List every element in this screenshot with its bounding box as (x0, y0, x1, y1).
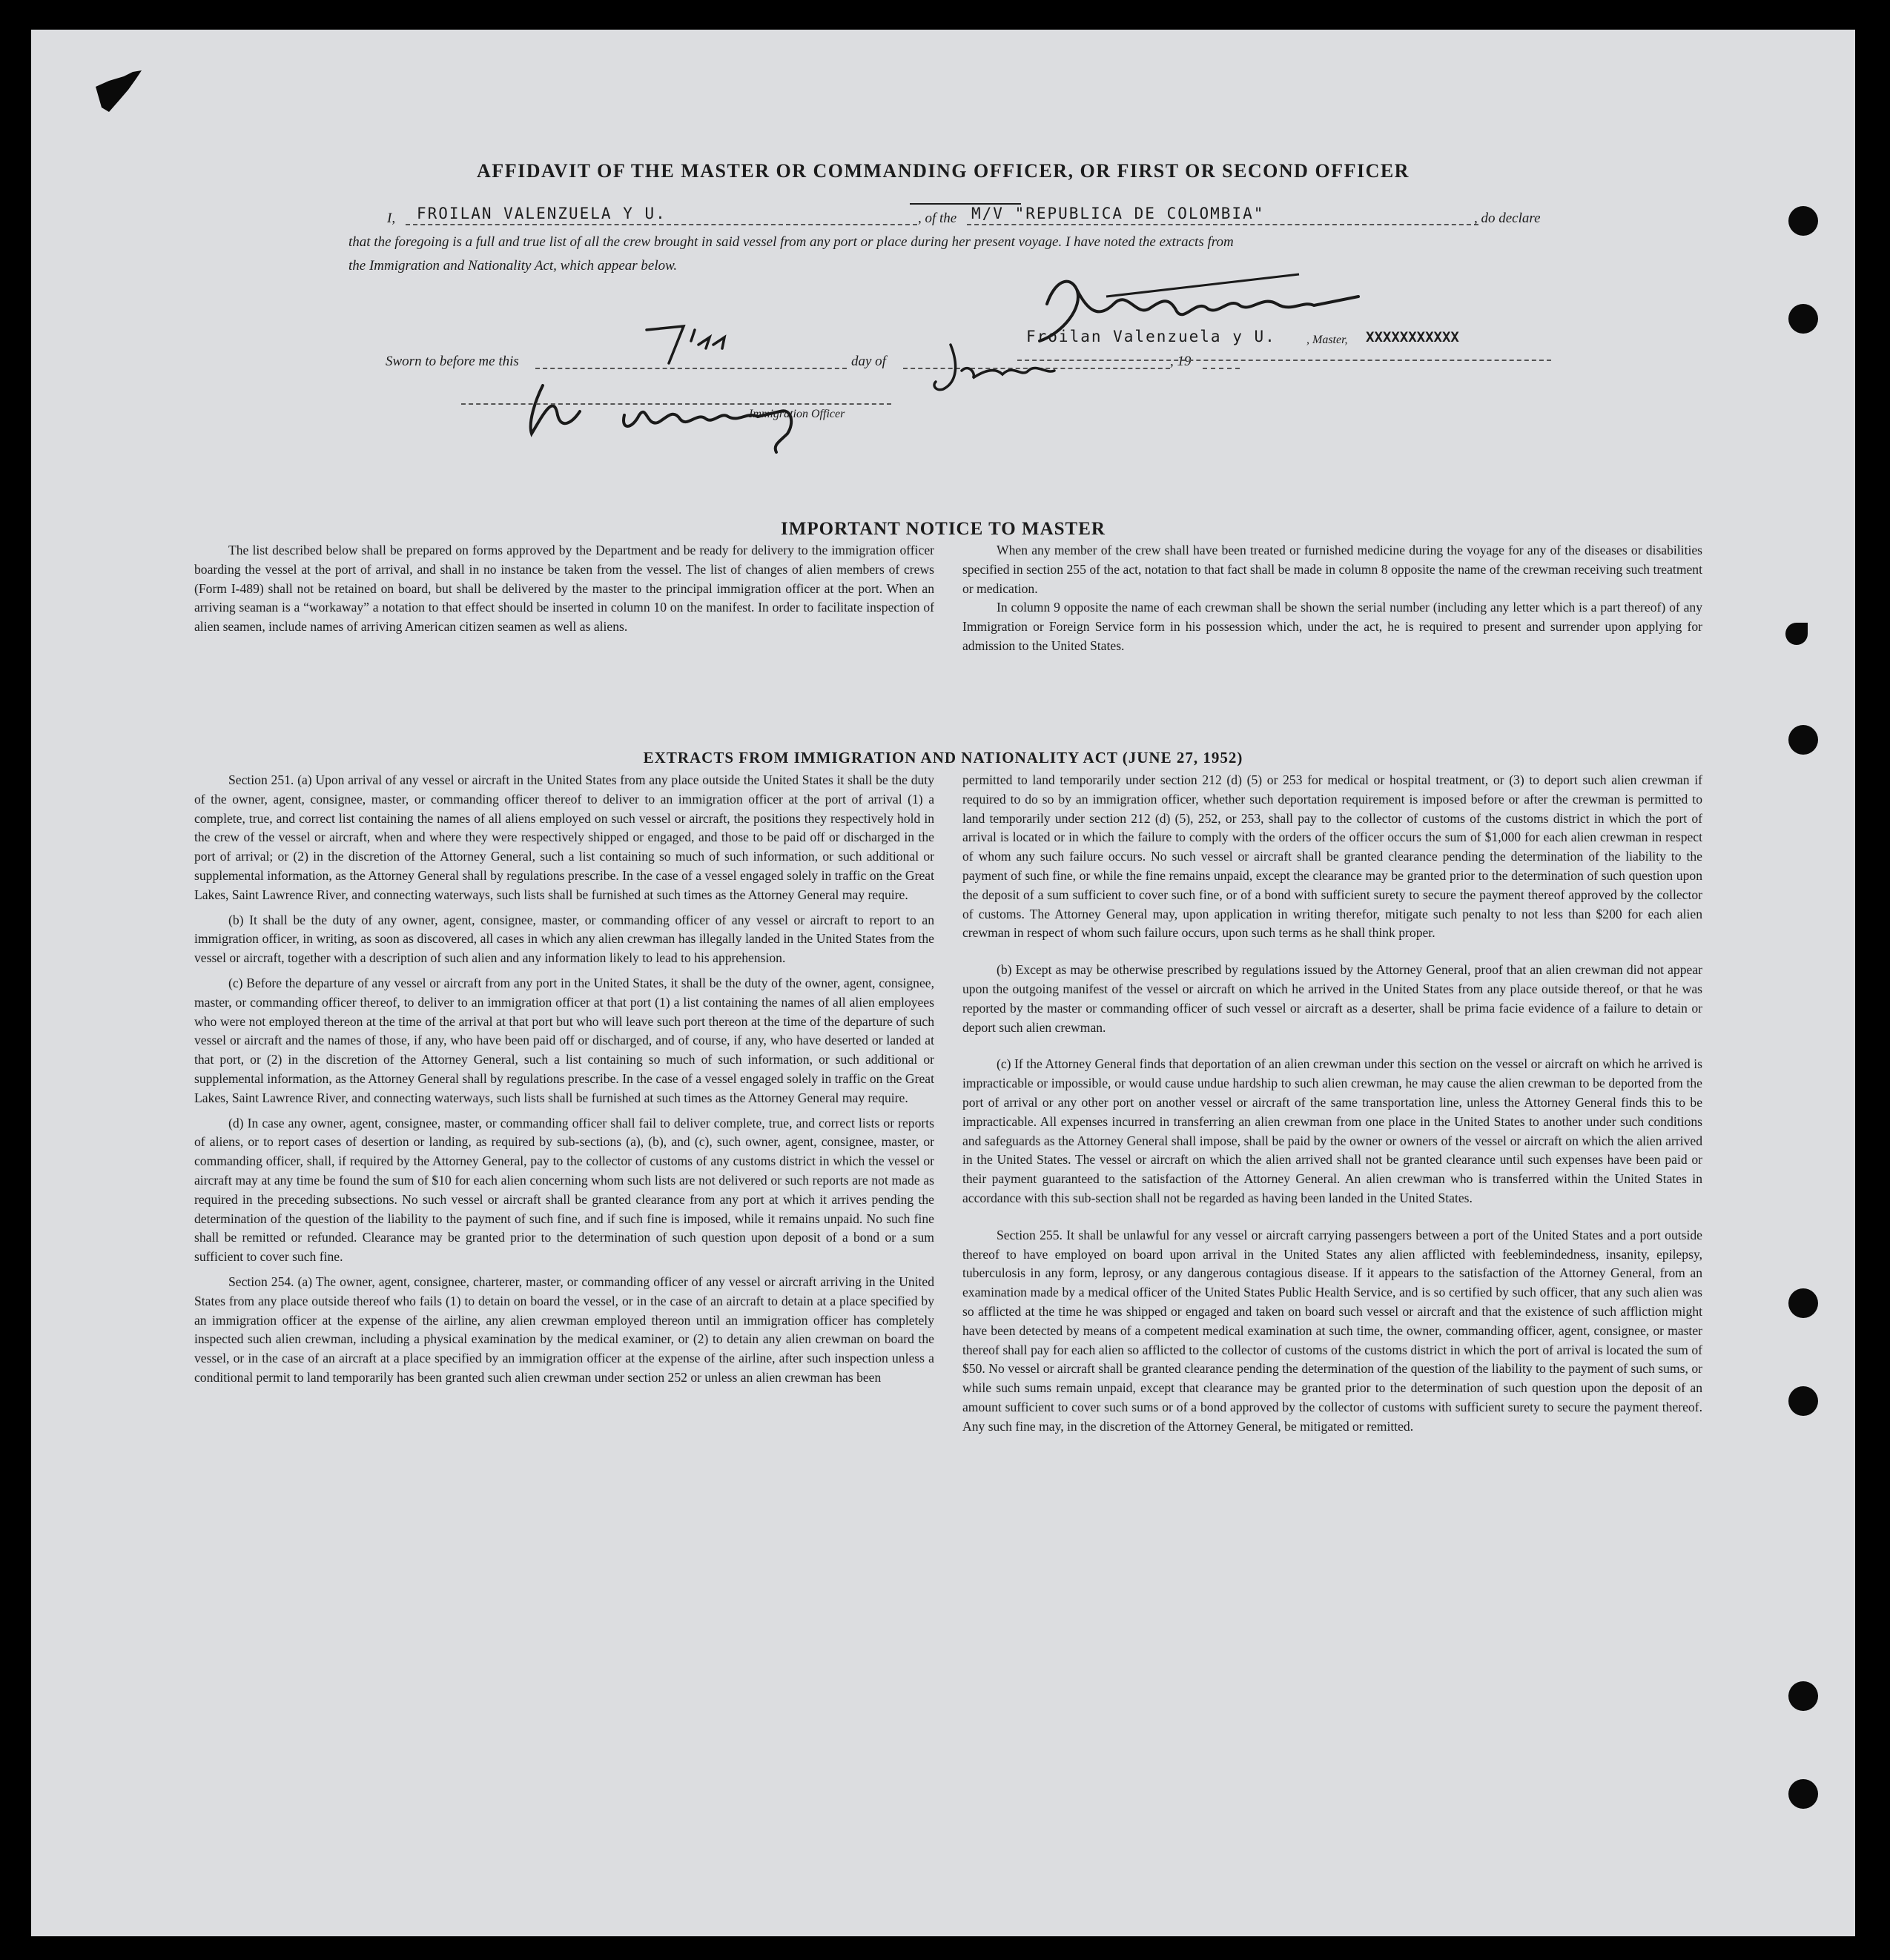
master-label: , Master, (1306, 334, 1348, 346)
binder-hole (1788, 1779, 1818, 1809)
binder-hole (1788, 1288, 1818, 1318)
notice-heading: IMPORTANT NOTICE TO MASTER (781, 519, 1106, 539)
extracts-left-column (194, 771, 934, 1388)
month-handwritten (928, 341, 1091, 393)
binder-hole (1785, 623, 1808, 645)
document-page (31, 30, 1855, 1936)
section-251-a: Section 251. (a) Upon arrival of any vessel or aircraft in the United States from any place outside the United States it shall be the duty of the owner, agent, consignee, master, or commanding officer thereof to deliver to an immigration officer at the port of arrival (1) a complete, true, and correct list containing the names of all aliens employed on such vessel or aircraft, the positions they respectively hold in the crew of the vessel or aircraft, when and where they were respectively shipped or engaged, and those to be paid off or discharged in the port of arrival; or (2) in the discretion of the Attorney General, such a list containing so much of such information, or such additional or supplemental information, as the Attorney General shall by regulations prescribe. In the case of a vessel engaged solely in traffic on the Great Lakes, Saint Lawrence River, and connecting waterways, such lists shall be furnished at such times as the Attorney General may require. (194, 772, 934, 902)
binder-hole (1788, 1386, 1818, 1416)
affidavit-i: I, (387, 211, 396, 226)
notice-left-paragraph (194, 541, 934, 637)
binder-hole (1788, 1681, 1818, 1711)
name-dotted-line (406, 224, 917, 225)
officer-label: Immigration Officer (749, 408, 845, 420)
officer-dotted-line (461, 403, 891, 405)
notice-right-paragraph (962, 541, 1702, 656)
year-dotted-line (1203, 368, 1240, 369)
vessel-dotted-line (967, 224, 1478, 225)
signed-name-typed: Froilan Valenzuela y U. (1026, 328, 1276, 345)
affidavit-statement: that the foregoing is a full and true list of all the crew brought in said vessel from any port or place during her present voyage. I have noted the extracts from (348, 234, 1234, 250)
section-255: Section 255. It shall be unlawful for any vessel or aircraft carrying passengers between a port of the United States and a port outside thereof to have employed on board upon arrival in the United States any alien afflicted with feeblemindedness, insanity, epilepsy, tuberculosis in any form, leprosy, or any dangerous contagious disease. If it appears to the satisfaction of the Attorney General, from an examination made by a medical officer of the United States Public Health Service, and is so certified by such officer, that any such alien was so afflicted at the time he was shipped or engaged and taken on board such vessel or aircraft and that the existence of such affliction might have been detected by means of a competent medical examination at such time, the owner, commanding officer, agent, consignee, or master thereof shall pay for each alien so afflicted to the collector of customs of the customs district in which the port of arrival is located the sum of $50. No vessel or aircraft shall be granted clearance pending the determination of the question of the liability to the payment of such sums, or while such sums remain unpaid, except that clearance may be granted prior to the determination of such question upon the deposit of an amount sufficient to cover such sums or of a bond approved by the collector of customs with sufficient surety to secure the payment thereof. Any such fine may, in the discretion of the Attorney General, be mitigated or remitted. (962, 1227, 1702, 1434)
sworn-label: Sworn to before me this (386, 354, 519, 369)
notice-left-text: The list described below shall be prepared on forms approved by the Department and be ready for delivery to the immigration officer boarding the vessel at the port of arrival, and shall in no instance be taken from the vessel. The list of changes of alien members of crews (Form I-489) shall not be retained on board, but shall be delivered by the master to the principal immigration officer at the port. When an arriving seaman is a “workaway” a notation to that effect should be inserted in column 10 on the manifest. In order to facilitate inspection of alien seamen, include names of arriving American citizen seamen as well as aliens. (194, 543, 934, 635)
section-254-a: Section 254. (a) The owner, agent, consignee, charterer, master, or commanding officer of any vessel or aircraft arriving in the United States from any place outside thereof who fails (1) to detain on board the vessel, or in the case of an aircraft to detain at a place specified by an immigration officer at the expense of the airline, any alien crewman employed thereon until an immigration officer has completely inspected such alien crewman, including a physical examination by the medical examiner, or (2) to detain any alien crewman on board the vessel, or in the case of an aircraft at a place specified by an immigration officer at the expense of the airline, after such inspection unless a conditional permit to land temporarily has been granted such alien crewman under section 252 or unless an alien crewman has been (194, 1274, 934, 1385)
section-254-b: (b) Except as may be otherwise prescribed by regulations issued by the Attorney General, proof that an alien crewman did not appear upon the outgoing manifest of the vessel or aircraft on which he arrived in the United States from any place outside thereof, or that he was reported by the master or commanding officer of such vessel or aircraft as a deserter, shall be prima facie evidence of a failure to detain or deport such alien crewman. (962, 962, 1702, 1035)
section-254-c: (c) If the Attorney General finds that deportation of an alien crewman under this section on the vessel or aircraft on which he arrived is impracticable or impossible, or would cause undue hardship to such alien crewman, he may cause the alien crewman to be deported from the port of arrival or any other port on another vessel or aircraft of the same transportation line, unless the Attorney General finds this to be impracticable. All expenses incurred in transferring an alien crewman from one place in the United States to another under such conditions and safeguards as the Attorney General shall impose, shall be paid by the owner or owners of the vessel or aircraft on which the alien arrived in the United States. The vessel or aircraft on which the alien arrived shall not be granted clearance until such expenses have been paid or their payment guaranteed to the satisfaction of the Attorney General. An alien crewman who is transferred within the United States in accordance with this sub-section shall not be regarded as having been landed in the United States. (962, 1056, 1702, 1205)
officer-signature (498, 371, 913, 452)
binder-hole (1788, 304, 1818, 334)
section-254-a-continued: permitted to land temporarily under section 212 (d) (5) or 253 for medical or hospital treatment, or (3) to deport such alien crewman if required to do so by an immigration officer, whether such deportation requirement is imposed before or after the crewman is permitted to land temporarily under section 212 (d) (5), 252, or 253, shall pay to the collector of customs of the customs district in which the port of arrival is located or in which the failure to comply with the orders of the officer occurs the sum of $1,000 for each alien crewman in respect of whom any such failure occurs. No such vessel or aircraft shall be granted clearance pending the determination of the liability to the payment of such fine, or while the fine remains unpaid, except the clearance may be granted prior to the determination of such question upon the deposit of a sum sufficient to cover such fine, or of a bond with sufficient surety to secure the payment thereof approved by the collector of customs. The Attorney General may, upon application in writing therefor, mitigate such penalty to not less than $200 for each alien crewman in respect of whom such failure occurs, upon such terms as he shall think proper. (962, 772, 1702, 941)
affidavit-heading: AFFIDAVIT OF THE MASTER OR COMMANDING OFFICER, OR FIRST OR SECOND OFFICER (477, 160, 1410, 182)
section-251-b: (b) It shall be the duty of any owner, agent, consignee, master, or commanding officer of any vessel or aircraft to report to an immigration officer, in writing, as soon as discovered, all cases in which any alien crewman has illegally landed in the United States from the vessel or aircraft, together with a description of such alien and any information likely to lead to his apprehension. (194, 912, 934, 966)
vessel-name-typed: M/V "REPUBLICA DE COLOMBIA" (971, 205, 1265, 222)
notice-right-text-1: When any member of the crew shall have been treated or furnished medicine during the voyage for any of the diseases or disabilities specified in section 255 of the act, notation to that fact shall be made in column 8 opposite the name of the crewman receiving such treatment or medication. (962, 543, 1702, 596)
year-label: , 19 (1170, 354, 1192, 369)
section-251-c: (c) Before the departure of any vessel or aircraft from any port in the United States, it shall be the duty of the owner, agent, consignee, master, or commanding officer thereof, to deliver to an immigration officer at that port (1) a list containing the names of all alien employees who were not employed thereon at the time of the arrival at that port but who will leave such port thereon at the time of the departure of such vessel or aircraft and the names of those, if any, who have been paid off or discharged, and of course, if any, who have deserted or landed at that port, or (2) in the discretion of the Attorney General, such a list containing so much of such information, or such additional or supplemental information, as the Attorney General shall by regulations prescribe. In the case of a vessel engaged solely in traffic on the Great Lakes, Saint Lawrence River, and connecting waterways, such lists shall be furnished at such times as the Attorney General may require. (194, 975, 934, 1105)
affidavit-statement-cont: the Immigration and Nationality Act, which appear below. (348, 258, 678, 274)
sworn-day-dotted-line (535, 368, 847, 369)
day-handwritten (639, 315, 743, 367)
struck-out-title: XXXXXXXXXXX (1366, 329, 1459, 345)
affidavit-do-declare: , do declare (1474, 211, 1541, 226)
binder-hole (1788, 206, 1818, 236)
day-of-label: day of (851, 354, 886, 369)
notice-right-text-2: In column 9 opposite the name of each crewman shall be shown the serial number (including any letter which is a part thereof) of any Immigration or Foreign Service form in his possession which, under the act, he is required to present and surrender upon applying for admission to the United States. (962, 600, 1702, 653)
section-251-d: (d) In case any owner, agent, consignee, master, or commanding officer shall fail to deliver complete, true, and correct lists or reports of aliens, or to report cases of desertion or landing, as required by sub-sections (a), (b), and (c), such owner, agent, consignee, master, or commanding officer, shall, if required by the Attorney General, pay to the collector of customs of any customs district in which the vessel or aircraft may at any time be found the sum of $10 for each alien concerning whom such lists are not delivered or such reports are not made as required in the preceding subsections. No such vessel or aircraft shall be granted clearance from any port at which it arrives pending the determination of the question of the liability to the payment of such fine, and if such fine is imposed, while it remains unpaid. No such fine shall be remitted or refunded. Clearance may be granted prior to the determination of such question upon deposit of a bond or a sum sufficient to cover such fine. (194, 1115, 934, 1265)
signature-dotted-line (1017, 360, 1551, 361)
ink-blot (94, 70, 143, 115)
master-name-typed: FROILAN VALENZUELA Y U. (417, 205, 667, 222)
affidavit-of-the: , of the (918, 211, 957, 226)
extracts-heading: EXTRACTS FROM IMMIGRATION AND NATIONALITY ACT (JUNE 27, 1952) (643, 749, 1243, 767)
extracts-right-column (962, 771, 1702, 1437)
